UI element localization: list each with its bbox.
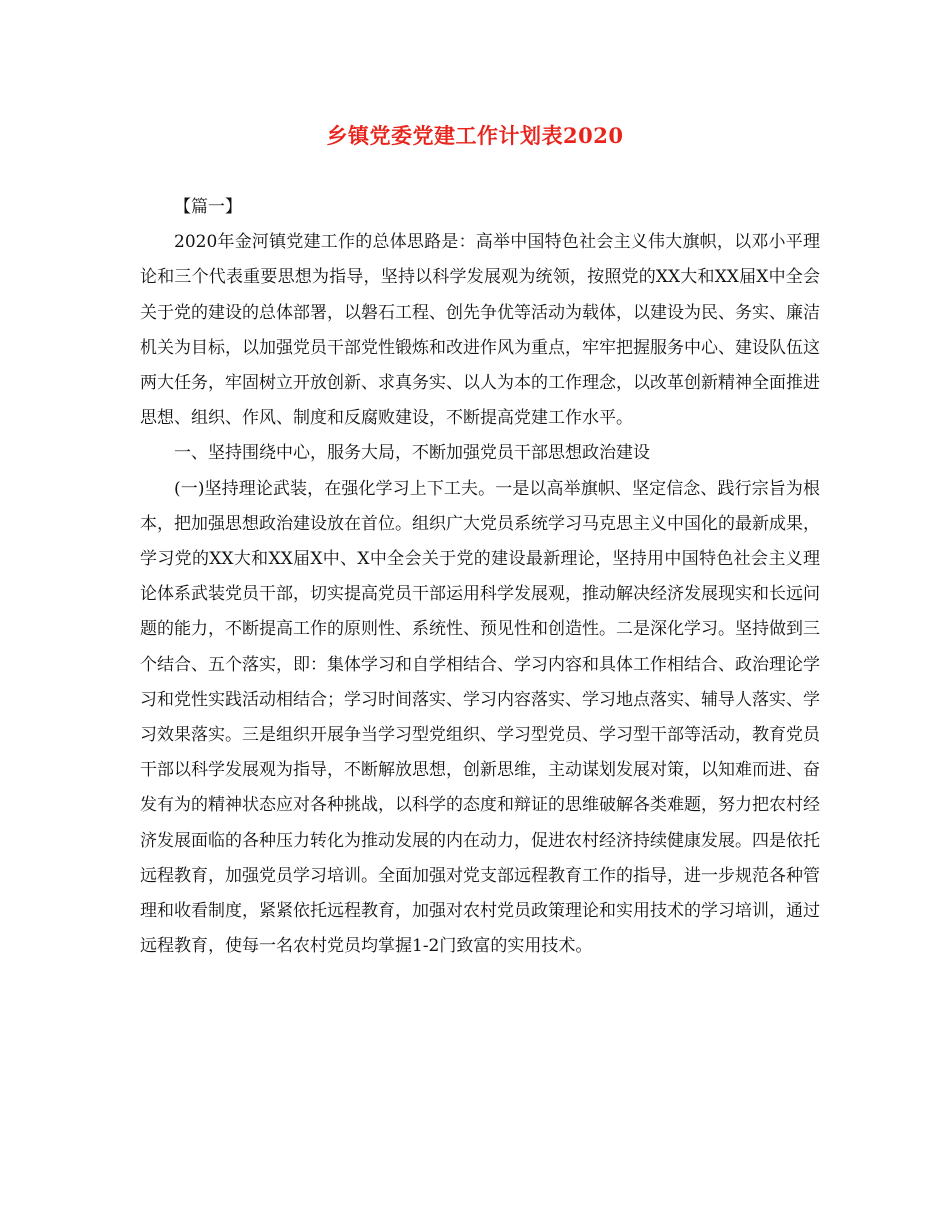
document-title: 乡镇党委党建工作计划表2020 [326, 123, 624, 148]
section-label: 【篇一】 [174, 197, 242, 217]
section-heading-one: 一、坚持围绕中心，服务大局，不断加强党员干部思想政治建设 [174, 443, 650, 464]
document-body [140, 190, 820, 964]
paragraph-overview: 2020年金河镇党建工作的总体思路是：高举中国特色社会主义伟大旗帜，以邓小平理论和三个代表重要思想为指导，坚持以科学发展观为统领，按照党的XX大和XX届X中全会关于党的建设的总体部署，以磐石工程、创先争优等活动为载体，以建设为民、务实、廉洁机关为目标，以加强党员干部党性锻炼和改进作风为重点，牢牢把握服务中心、建设队伍这两大任务，牢固树立开放创新、求真务实、以人为本的工作理念，以改革创新精神全面推进思想、组织、作风、制度和反腐败建设，不断提高党建工作水平。 [140, 232, 820, 429]
paragraph-theory-study: (一)坚持理论武装，在强化学习上下工夫。一是以高举旗帜、坚定信念、践行宗旨为根本，把加强思想政治建设放在首位。组织广大党员系统学习马克思主义中国化的最新成果，学习党的XX大和XX届X中、X中全会关于党的建设最新理论，坚持用中国特色社会主义理论体系武装党员干部，切实提高党员干部运用科学发展观，推动解决经济发展现实和长远问题的能力，不断提高工作的原则性、系统性、预见性和创造性。二是深化学习。坚持做到三个结合、五个落实，即：集体学习和自学相结合、学习内容和具体工作相结合、政治理论学习和党性实践活动相结合；学习时间落实、学习内容落实、学习地点落实、辅导人落实、学习效果落实。三是组织开展争当学习型党组织、学习型党员、学习型干部等活动，教育党员干部以科学发展观为指导，不断解放思想，创新思维，主动谋划发展对策，以知难而进、奋发有为的精神状态应对各种挑战，以科学的态度和辩证的思维破解各类难题，努力把农村经济发展面临的各种压力转化为推动发展的内在动力，促进农村经济持续健康发展。四是依托远程教育，加强党员学习培训。全面加强对党支部远程教育工作的指导，进一步规范各种管理和收看制度，紧紧依托远程教育，加强对农村党员政策理论和实用技术的学习培训，通过远程教育，使每一名农村党员均掌握1-2门致富的实用技术。 [140, 478, 820, 957]
